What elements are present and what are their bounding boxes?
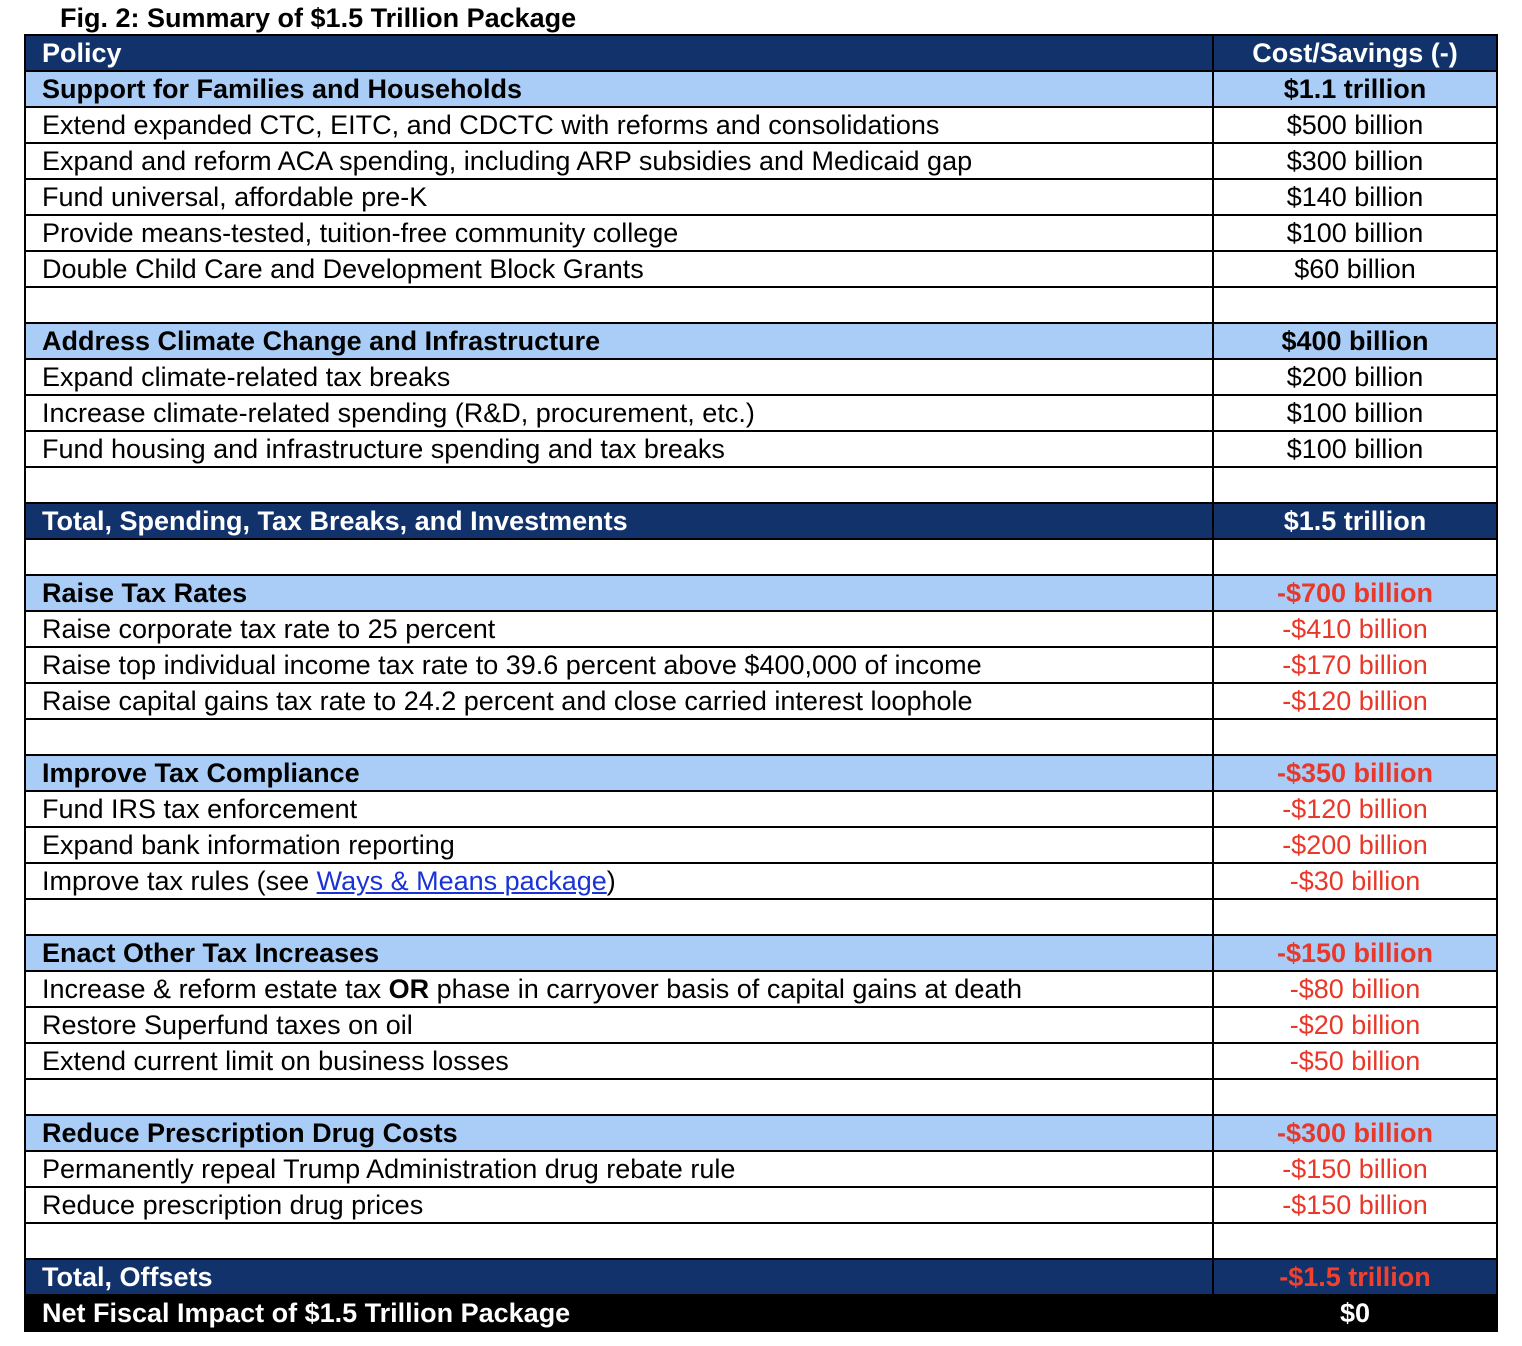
policy-cell: Increase climate-related spending (R&D, procurement, etc.) [25,395,1213,431]
section-header-row [25,575,1497,611]
blank-spacer-row [25,899,1497,935]
policy-cell: Restore Superfund taxes on oil [25,1007,1213,1043]
amount-cell: -$700 billion [1213,575,1497,611]
net-impact-row [25,1295,1497,1331]
amount-cell: -$200 billion [1213,827,1497,863]
table-row [25,1187,1497,1223]
table-row [25,791,1497,827]
section-header-row [25,323,1497,359]
policy-cell: Permanently repeal Trump Administration drug rebate rule [25,1151,1213,1187]
policy-cell [25,899,1213,935]
policy-cell: Improve Tax Compliance [25,755,1213,791]
policy-cell: Support for Families and Households [25,71,1213,107]
amount-cell: -$20 billion [1213,1007,1497,1043]
amount-cell: -$120 billion [1213,683,1497,719]
policy-cell: Raise corporate tax rate to 25 percent [25,611,1213,647]
policy-cell: Expand and reform ACA spending, including ARP subsidies and Medicaid gap [25,143,1213,179]
policy-cell [25,971,1213,1007]
amount-cell: -$300 billion [1213,1115,1497,1151]
blank-spacer-row [25,539,1497,575]
policy-cell [25,539,1213,575]
amount-cell: $100 billion [1213,395,1497,431]
amount-cell: $500 billion [1213,107,1497,143]
amount-cell: -$150 billion [1213,1187,1497,1223]
amount-cell: $60 billion [1213,251,1497,287]
amount-cell: -$150 billion [1213,935,1497,971]
policy-text: ) [606,866,616,896]
policy-cell: Raise capital gains tax rate to 24.2 percent and close carried interest loophole [25,683,1213,719]
summary-table [24,34,1498,1332]
policy-text: Increase & reform estate tax [42,974,389,1004]
table-row [25,683,1497,719]
amount-cell: -$410 billion [1213,611,1497,647]
amount-cell: $1.1 trillion [1213,71,1497,107]
amount-cell: $1.5 trillion [1213,503,1497,539]
amount-cell: -$120 billion [1213,791,1497,827]
amount-cell: $140 billion [1213,179,1497,215]
policy-cell: Expand bank information reporting [25,827,1213,863]
table-row [25,431,1497,467]
policy-cell [25,287,1213,323]
table-row [25,863,1497,899]
amount-cell [1213,539,1497,575]
policy-cell: Address Climate Change and Infrastructure [25,323,1213,359]
table-row [25,611,1497,647]
amount-cell: -$80 billion [1213,971,1497,1007]
table-row [25,971,1497,1007]
policy-cell: Reduce Prescription Drug Costs [25,1115,1213,1151]
policy-cell: Fund universal, affordable pre-K [25,179,1213,215]
table-row [25,215,1497,251]
amount-cell: -$350 billion [1213,755,1497,791]
table-row [25,1043,1497,1079]
table-row [25,143,1497,179]
policy-cell [25,467,1213,503]
policy-cell: Total, Spending, Tax Breaks, and Investments [25,503,1213,539]
blank-spacer-row [25,467,1497,503]
section-header-row [25,755,1497,791]
amount-cell [1213,899,1497,935]
policy-cell: Enact Other Tax Increases [25,935,1213,971]
policy-cell [25,1079,1213,1115]
amount-cell: -$1.5 trillion [1213,1259,1497,1295]
blank-spacer-row [25,1079,1497,1115]
policy-column-header: Policy [25,35,1213,71]
policy-cell: Fund IRS tax enforcement [25,791,1213,827]
policy-cell: Raise Tax Rates [25,575,1213,611]
policy-cell [25,1223,1213,1259]
policy-cell: Double Child Care and Development Block Grants [25,251,1213,287]
blank-spacer-row [25,719,1497,755]
amount-cell: $400 billion [1213,323,1497,359]
amount-cell: $100 billion [1213,431,1497,467]
policy-cell: Expand climate-related tax breaks [25,359,1213,395]
policy-cell [25,719,1213,755]
table-row [25,251,1497,287]
table-row [25,359,1497,395]
policy-cell: Provide means-tested, tuition-free community college [25,215,1213,251]
amount-cell: -$150 billion [1213,1151,1497,1187]
amount-cell: $200 billion [1213,359,1497,395]
table-row [25,1151,1497,1187]
amount-cell: $100 billion [1213,215,1497,251]
total-row [25,1259,1497,1295]
table-row [25,827,1497,863]
section-header-row [25,71,1497,107]
amount-cell: $300 billion [1213,143,1497,179]
table-row [25,107,1497,143]
policy-text: phase in carryover basis of capital gains at death [429,974,1022,1004]
amount-cell [1213,719,1497,755]
policy-cell: Fund housing and infrastructure spending and tax breaks [25,431,1213,467]
section-header-row [25,935,1497,971]
section-header-row [25,1115,1497,1151]
amount-cell: -$30 billion [1213,863,1497,899]
table-header-row [25,35,1497,71]
policy-cell: Raise top individual income tax rate to 39.6 percent above $400,000 of income [25,647,1213,683]
amount-cell [1213,467,1497,503]
policy-cell: Reduce prescription drug prices [25,1187,1213,1223]
amount-cell: -$50 billion [1213,1043,1497,1079]
table-row [25,179,1497,215]
policy-cell: Extend expanded CTC, EITC, and CDCTC with reforms and consolidations [25,107,1213,143]
policy-text: Improve tax rules (see [42,866,317,896]
policy-cell: Extend current limit on business losses [25,1043,1213,1079]
table-body [25,35,1497,1331]
table-row [25,395,1497,431]
figure-title: Fig. 2: Summary of $1.5 Trillion Package [60,3,577,33]
emphasis-text: OR [388,974,430,1004]
table-row [25,1007,1497,1043]
policy-cell [25,863,1213,899]
ways-means-package-link[interactable]: Ways & Means package [316,866,607,896]
amount-cell: -$170 billion [1213,647,1497,683]
total-row [25,503,1497,539]
amount-cell [1213,1223,1497,1259]
policy-cell: Total, Offsets [25,1259,1213,1295]
amount-cell: $0 [1213,1295,1497,1331]
amount-cell [1213,1079,1497,1115]
blank-spacer-row [25,1223,1497,1259]
policy-cell: Net Fiscal Impact of $1.5 Trillion Package [25,1295,1213,1331]
table-row [25,647,1497,683]
amount-cell [1213,287,1497,323]
blank-spacer-row [25,287,1497,323]
amount-column-header: Cost/Savings (-) [1213,35,1497,71]
